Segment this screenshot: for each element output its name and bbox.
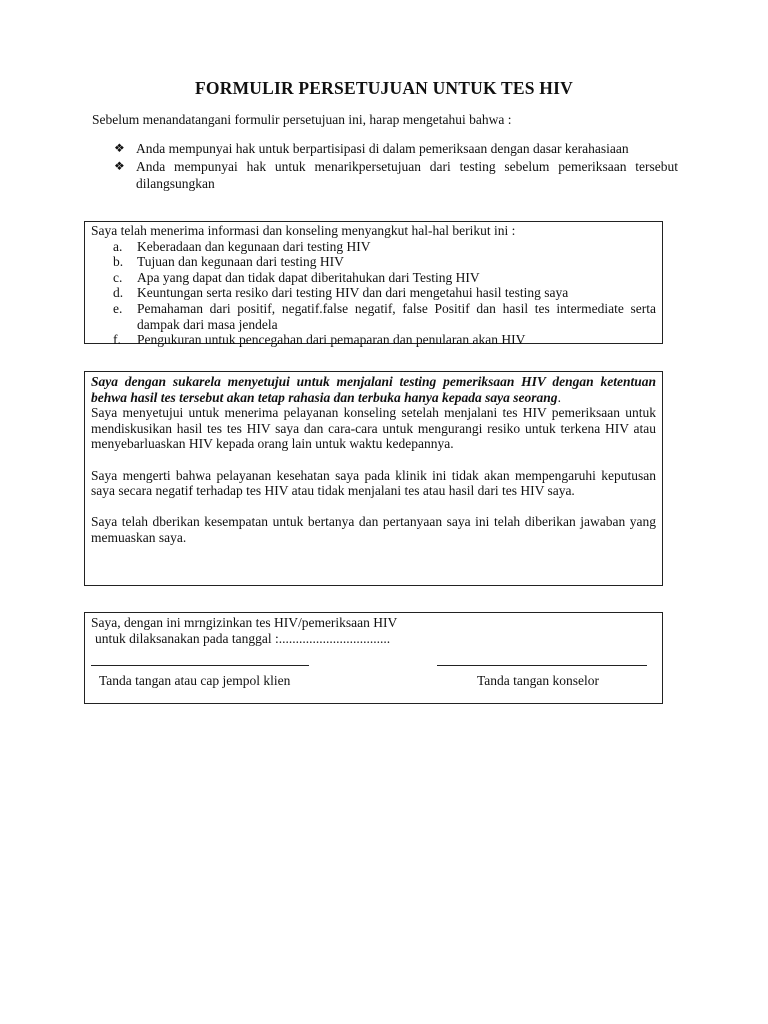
list-item	[112, 140, 678, 157]
consent-emphasis: Saya dengan sukarela menyetujui untuk menjalani testing pemeriksaan HIV dengan ketentuan behwa hasil tes tersebut akan tetap rahasia dan terbuka hanya kepada saya seorang	[91, 374, 656, 405]
item-letter: b.	[113, 254, 124, 270]
consent-box	[84, 371, 663, 586]
item-text: Keuntungan serta resiko dari testing HIV dan dari mengetahui hasil testing saya	[137, 285, 569, 301]
item-letter: d.	[113, 285, 124, 301]
bullet-text: Anda mempunyai hak untuk berpartisipasi di dalam pemeriksaan dengan dasar kerahasiaan	[136, 141, 629, 156]
diamond-bullet-icon: ❖	[114, 141, 125, 155]
list-item	[91, 301, 656, 332]
info-box-heading: Saya telah menerima informasi dan konseling menyangkut hal-hal berikut ini :	[91, 223, 516, 238]
info-box	[84, 221, 663, 348]
list-item	[91, 270, 656, 286]
item-text: Keberadaan dan kegunaan dari testing HIV	[137, 238, 371, 254]
list-item	[91, 285, 656, 301]
intro-text: Sebelum menandatangani formulir persetujuan ini, harap mengetahui bahwa :	[92, 112, 512, 127]
item-text: Tujuan dan kegunaan dari testing HIV	[137, 254, 344, 270]
item-text: Apa yang dapat dan tidak dapat diberitahukan dari Testing HIV	[137, 269, 480, 285]
consent-paragraph-2: Saya mengerti bahwa pelayanan kesehatan saya pada klinik ini tidak akan mempengaruhi keputusan saya secara negatif terhadap tes HIV atau tidak menjalani tes atau hasil dari tes HIV saya.	[91, 467, 656, 499]
consent-paragraph-3: Saya telah dberikan kesempatan untuk bertanya dan pertanyaan saya ini telah diberikan jawaban yang memuaskan saya.	[91, 514, 656, 545]
consent-emphasis-end: .	[557, 389, 561, 405]
item-text: Pengukuran untuk pencegahan dari pemaparan dan penularan akan HIV	[137, 332, 526, 348]
item-letter: c.	[113, 269, 123, 285]
counselor-signature-line[interactable]	[437, 665, 647, 666]
counselor-signature-label: Tanda tangan konselor	[477, 673, 600, 688]
list-item	[91, 254, 656, 270]
client-signature-line[interactable]	[91, 665, 309, 666]
signature-box	[84, 612, 663, 704]
info-list	[91, 239, 656, 348]
list-item	[91, 239, 656, 255]
date-line: untuk dilaksanakan pada tanggal :.................................	[95, 630, 391, 646]
consent-paragraph-1: Saya menyetujui untuk menerima pelayanan konseling setelah menjalani tes HIV pemeriksaan untuk mendiskusikan hasil tes tes HIV saya dan cara-cara untuk mengurangi resiko untuk terkena HIV atau menyebarluaskan HIV kepada orang lain untuk waktu kedepannya.	[91, 405, 656, 452]
item-letter: e.	[113, 300, 123, 316]
document-title: FORMULIR PERSETUJUAN UNTUK TES HIV	[195, 78, 573, 98]
item-text: Pemahaman dari positif, negatif.false negatif, false Positif dan hasil tes intermediate serta dampak dari masa jendela	[137, 300, 656, 332]
diamond-bullet-icon: ❖	[114, 159, 125, 173]
consent-statement	[91, 374, 656, 405]
item-letter: f.	[113, 332, 121, 348]
list-item	[91, 332, 656, 348]
rights-list	[112, 140, 678, 193]
bullet-text: Anda mempunyai hak untuk menarikpersetujuan dari testing sebelum pemeriksaan tersebut dilangsungkan	[136, 159, 678, 191]
item-letter: a.	[113, 238, 123, 254]
authorization-line: Saya, dengan ini mrngizinkan tes HIV/pemeriksaan HIV	[91, 615, 398, 630]
client-signature-label: Tanda tangan atau cap jempol klien	[99, 673, 291, 688]
list-item	[112, 158, 678, 192]
